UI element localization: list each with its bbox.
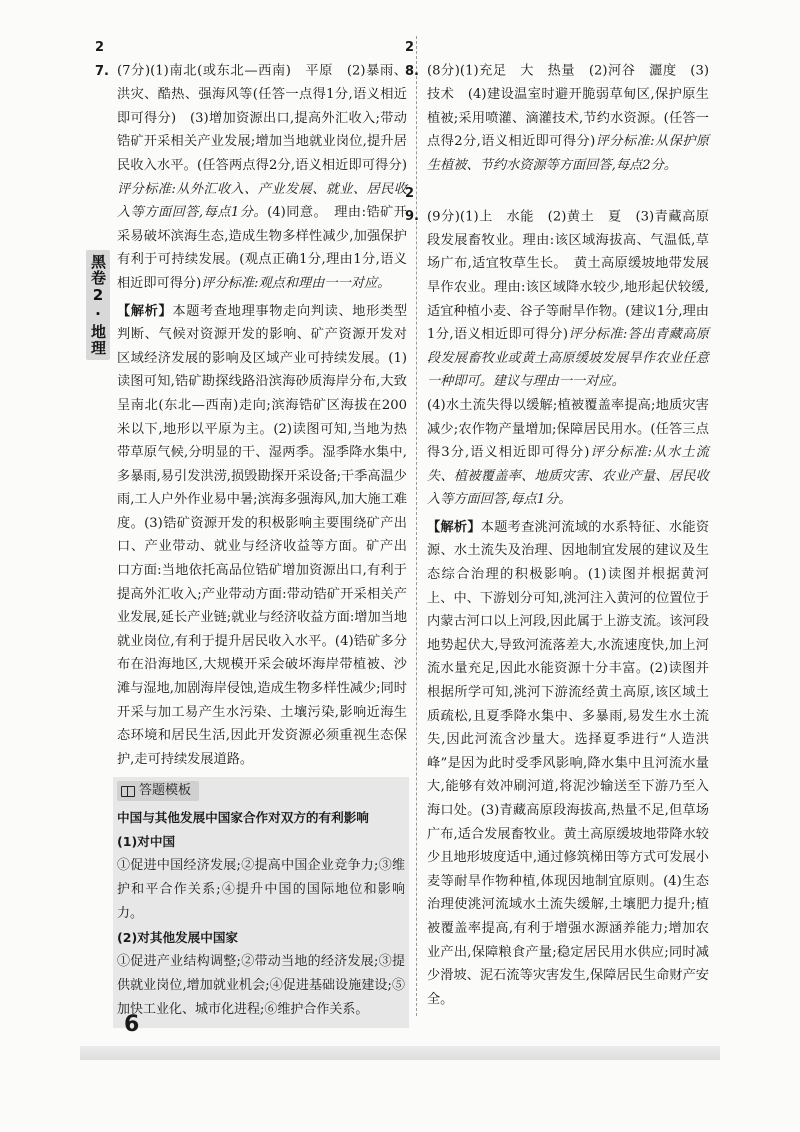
scoring-criteria: 评分标准:观点和理由一一对应。 bbox=[201, 275, 391, 291]
analysis-label: 【解析】 bbox=[117, 303, 173, 319]
answer-text: (4)水土流失得以缓解;植被覆盖率提高;地质灾害减少;农作物产量增加;保障居民用水。(任答三点得3分,语义相近即可得分) bbox=[427, 397, 709, 461]
answer-text: (8分)(1)充足 大 热量 (2)河谷 灑度 (3)技术 (4)建设温室时避开脆弱草甸区,保护原生植被;采用喷灌、滴灌技术,节约水资源。(任答一点得2分,语义相近即可得分) bbox=[427, 63, 709, 150]
answer-text: (7分)(1)南北(或东北—西南) 平原 (2)暴雨、洪灾、酷热、强海风等(任答一点得1分,语义相近即可得分) (3)增加资源出口,提高外汇收入;带动锆矿开采相关产业发展;增加当地就业岗位,提升居民收入水平。(任答两点得2分,语义相近即可得分) bbox=[117, 63, 407, 173]
template-tag bbox=[117, 781, 199, 801]
scoring-criteria: 评分标准:从保护原生植被、节约水资源等方面回答,每点2分。 bbox=[427, 134, 709, 173]
answer-text: (9分)(1)上 水能 (2)黄土 夏 (3)青藏高原段发展畜牧业。理由:该区域海拔高、气温低,草场广布,适宜牧草生长。 黄土高原缓坡地带发展旱作农业。理由:该区域降水较少,地形起伏较缓,适宜种植小麦、谷子等耐旱作物。(建议1分,理由1分,语义相近即可得分) bbox=[427, 209, 709, 343]
analysis-label: 【解析】 bbox=[427, 519, 481, 535]
question-29 bbox=[405, 182, 709, 512]
template-points: ①促进产业结构调整;②带动当地的经济发展;③提供就业岗位,增加就业机会;④促进基础设施建设;⑤加快工业化、城市化进程;⑥维护合作关系。 bbox=[117, 953, 405, 1017]
scoring-criteria: 评分标准:答出青藏高原段发展畜牧业或黄土高原缓坡发展旱作农业任意一种即可。建议与理由一一对应。 bbox=[427, 327, 709, 390]
question-number: 28. bbox=[405, 40, 419, 79]
analysis-27 bbox=[117, 300, 407, 772]
answer-text: (4)同意。 理由:锆矿开采易破坏滨海生态,造成生物多样性减少,加强保护有利于可持续发展。(观点正确1分,理由1分,语义相近即可得分) bbox=[117, 205, 407, 291]
analysis-text: 本题考查洮河流域的水系特征、水能资源、水土流失及治理、因地制宜发展的建议及生态综合治理的积极影响。(1)读图并根据黄河上、中、下游划分可知,洮河注入黄河的位置位于内蒙古河口以上河段,因此属于上游支流。该河段地势起伏大,导致河流落差大,水流速度快,加上河流水量充足,因此水能资源十分丰富。(2)读图并根据所学可知,洮河下游流经黄土高原,该区域土质疏松,且夏季降水集中、多暴雨,易发生水土流失,因此河流含沙量大。选择夏季进行“人造洪峰”是因为此时受季风影响,降水集中且河流水量大,能够有效冲刷河道,将泥沙输送至下游乃至入海口处。(3)青藏高原段海拔高,热量不足,但草场广布,适合发展畜牧业。黄土高原缓坡地带降水较少且地形坡度适中,通过修筑梯田等方式可发展小麦等耐旱作物种植,体现因地制宜原则。(4)生态治理使洮河流域水土流失缓解,土壤肥力提升;植被覆盖率提高,有利于增强水源涵养能力;增加农业产出,保障粮食产量;稳定居民用水供应;同时减少滑坡、泥石流等灾害发生,保障居民生命财产安全。 bbox=[427, 519, 710, 1007]
analysis-29 bbox=[427, 516, 709, 1011]
question-number: 27. bbox=[95, 40, 109, 79]
footer-band bbox=[80, 1046, 720, 1060]
answer-template-box bbox=[113, 777, 409, 1027]
template-subheading: (2)对其他发展中国家 bbox=[117, 929, 239, 945]
template-title: 中国与其他发展中国家合作对双方的有利影响 bbox=[117, 809, 369, 825]
question-number: 29. bbox=[405, 185, 419, 225]
page-number: 6 bbox=[124, 1012, 140, 1037]
right-column bbox=[405, 36, 710, 1015]
scoring-criteria: 评分标准:从水土流失、植被覆盖率、地质灾害、农业产量、居民收入等方面回答,每点1分。 bbox=[427, 445, 709, 508]
template-subheading: (1)对中国 bbox=[117, 833, 176, 849]
question-27 bbox=[95, 36, 407, 296]
subject-side-tab: 黑卷2·地理 bbox=[86, 250, 110, 360]
book-icon bbox=[121, 786, 135, 797]
scoring-criteria: 评分标准:从外汇收入、产业发展、就业、居民收入等方面回答,每点1分。 bbox=[117, 181, 407, 221]
template-points: ①促进中国经济发展;②提高中国企业竞争力;③维护和平合作关系;④提升中国的国际地位和影响力。 bbox=[117, 857, 405, 921]
analysis-text: 本题考查地理事物走向判读、地形类型判断、气候对资源开发的影响、矿产资源开发对区域经济发展的影响及区域产业可持续发展。(1)读图可知,锆矿勘探线路沿滨海砂质海岸分布,大致呈南北(东北—西南)走向;滨海锆矿区海拔在200米以下,地形以平原为主。(2)读图可知,当地为热带草原气候,分明显的干、湿两季。湿季降水集中,多暴雨,易引发洪涝,损毁勘探开采设备;干季高温少雨,工人户外作业易中暑;滨海多强海风,加大施工难度。(3)锆矿资源开发的积极影响主要围绕矿产出口、产业带动、就业与经济收益等方面。矿产出口方面:当地依托高品位锆矿增加资源出口,有利于提高外汇收入;产业带动方面:带动锆矿开采相关产业发展,延长产业链;就业与经济收益方面:增加当地就业岗位,有利于提升居民收入水平。(4)锆矿多分布在沿海地区,大规模开采会破坏海岸带植被、沙滩与湿地,加剧海岸侵蚀,造成生物多样性减少;同时开采与加工易产生水污染、土壤污染,影响近海生态环境和居民生活,因此开发资源必须重视生态保护,走可持续发展道路。 bbox=[117, 303, 408, 767]
template-tag-label: 答题模板 bbox=[139, 783, 192, 799]
question-28 bbox=[405, 36, 709, 178]
